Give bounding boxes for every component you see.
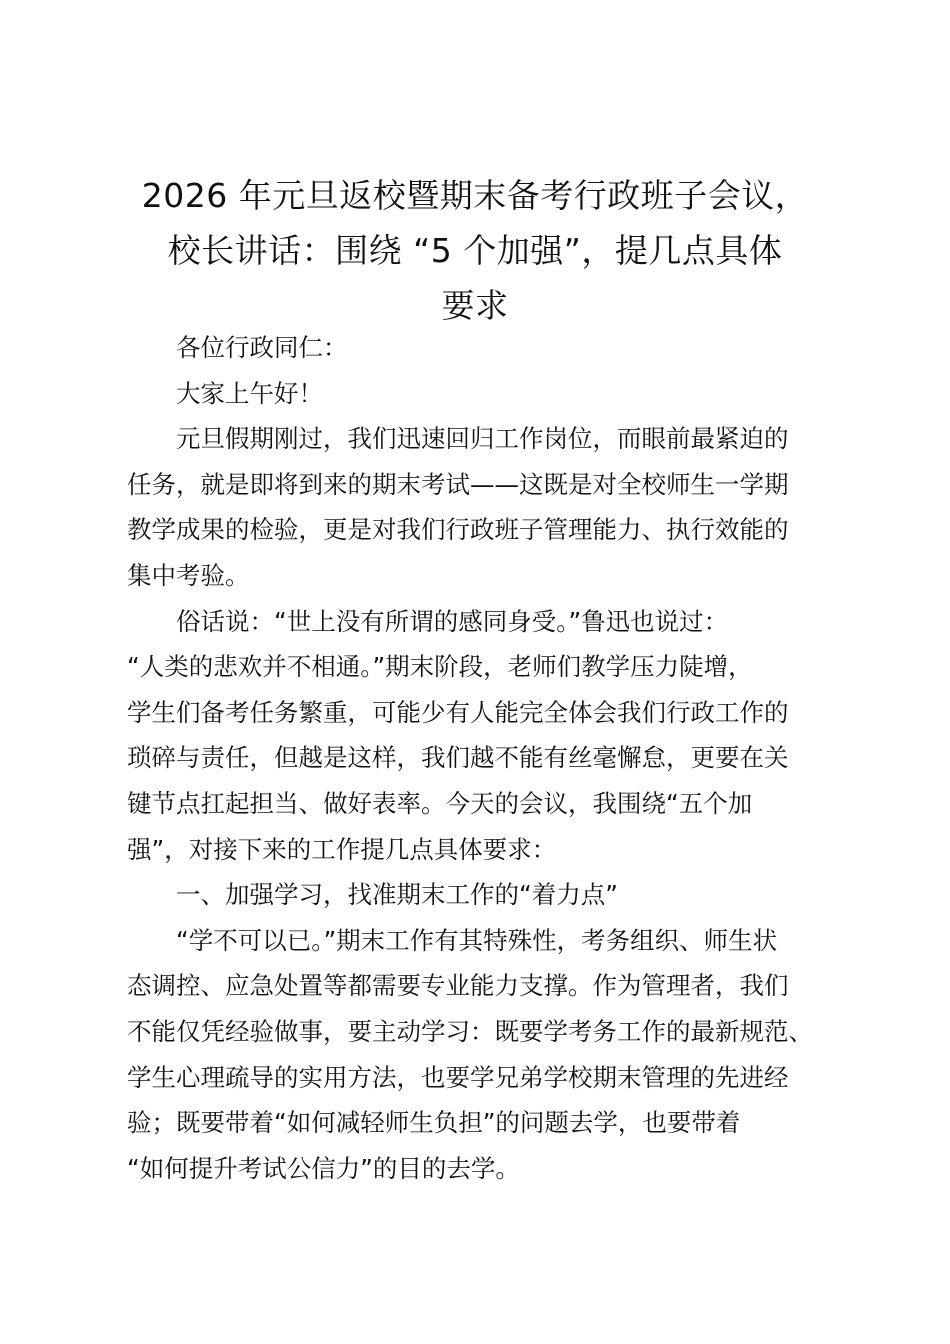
section-1-heading: 一、加强学习，找准期末工作的“着力点” — [176, 880, 618, 910]
paragraph-2-line: 琐碎与责任，但越是这样，我们越不能有丝毫懈怠，更要在关 — [127, 743, 789, 773]
title-line-2: 校长讲话：围绕 “5 个加强”，提几点具体 — [167, 231, 783, 270]
paragraph-3-line: 不能仅凭经验做事，要主动学习：既要学考务工作的最新规范、 — [127, 1016, 813, 1046]
salutation: 各位行政同仁： — [176, 333, 348, 362]
paragraph-2-line: 学生们备考任务繁重，可能少有人能完全体会我们行政工作的 — [127, 697, 789, 727]
paragraph-3 — [127, 918, 833, 1192]
paragraph-3-line: 学生心理疏导的实用方法，也要学兄弟学校期末管理的先进经 — [127, 1062, 789, 1092]
document-body — [127, 325, 833, 1191]
paragraph-1-line: 集中考验。 — [127, 560, 250, 590]
document-title — [120, 168, 830, 333]
paragraph-3-line: 验；既要带着“如何减轻师生负担”的问题去学，也要带着 — [127, 1108, 741, 1138]
paragraph-2-line: “人类的悲欢并不相通。”期末阶段，老师们教学压力陡增， — [127, 652, 753, 682]
paragraph-1 — [127, 416, 833, 598]
paragraph-3-line: 态调控、应急处置等都需要专业能力支撑。作为管理者，我们 — [127, 971, 789, 1001]
title-line-3: 要求 — [441, 286, 509, 325]
title-line-1: 2026 年元旦返校暨期末备考行政班子会议， — [141, 176, 809, 215]
paragraph-1-line: 任务，就是即将到来的期末考试——这既是对全校师生一学期 — [127, 469, 789, 499]
greeting: 大家上午好！ — [176, 378, 323, 408]
paragraph-2-line: 强”，对接下来的工作提几点具体要求： — [127, 834, 557, 864]
paragraph-2 — [127, 599, 833, 873]
paragraph-1-line: 教学成果的检验，更是对我们行政班子管理能力、执行效能的 — [127, 515, 789, 545]
paragraph-1-line: 元旦假期刚过，我们迅速回归工作岗位，而眼前最紧迫的 — [176, 424, 789, 454]
paragraph-2-line: 俗话说：“世上没有所谓的感同身受。”鲁迅也说过： — [176, 606, 729, 636]
paragraph-3-line: “如何提升考试公信力”的目的去学。 — [127, 1153, 520, 1183]
paragraph-2-line: 键节点扛起担当、做好表率。今天的会议，我围绕“五个加 — [127, 788, 753, 818]
paragraph-3-line: “学不可以已。”期末工作有其特殊性，考务组织、师生状 — [176, 925, 778, 955]
